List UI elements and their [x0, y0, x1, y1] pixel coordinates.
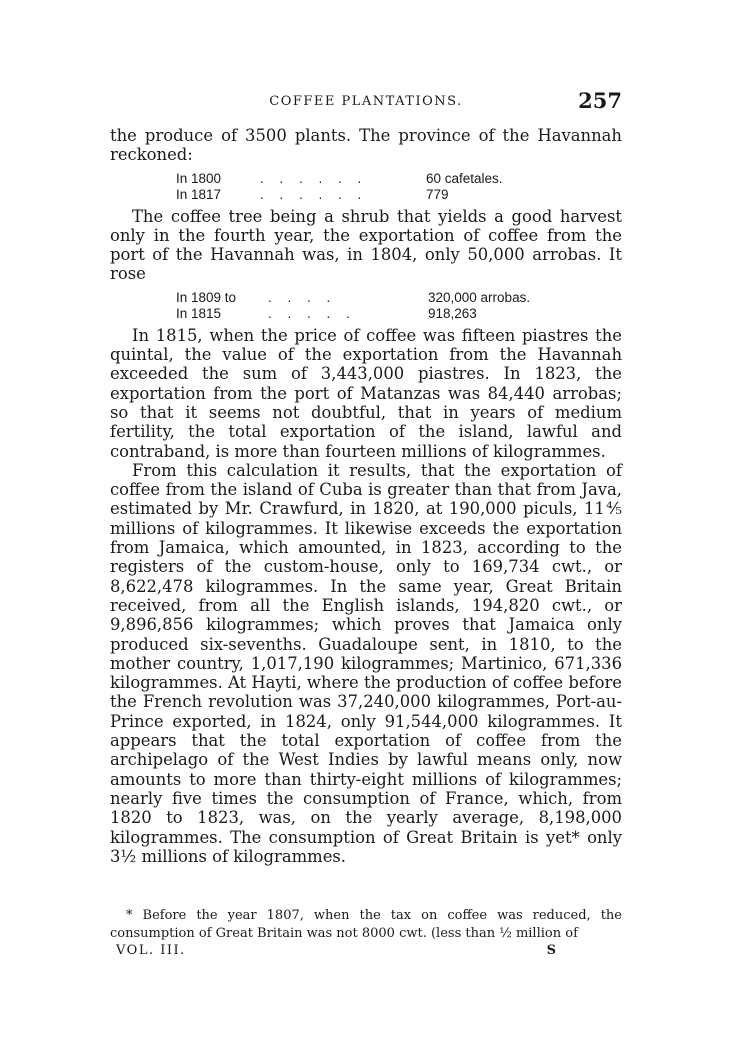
- row-value: 60 cafetales.: [426, 170, 503, 186]
- row-year: In 1817: [176, 186, 222, 202]
- page-header: [110, 88, 622, 116]
- row-year: In 1809 to: [176, 289, 237, 305]
- volume-label: VOL. III.: [116, 943, 186, 958]
- footnote: * Before the year 1807, when the tax on coffee was reduced, the consumption of Great Britain was not 8000 cwt. (less than ½ million of: [110, 908, 622, 941]
- row-year: In 1800: [176, 170, 222, 186]
- paragraph-calculation: From this calculation it results, that the exportation of coffee from the island of Cuba is greater than that from Java, estimated by Mr. Crawfurd, in 1820, at 190,000 piculs, 11⅘ millions of kilogrammes. It likewise exceeds the exportation from Jamaica, which amounted, in 1823, according to the registers of the custom-house, only to 169,734 cwt., or 8,622,478 kilogrammes. In the same year, Great Britain received, from all the English islands, 194,820 cwt., or 9,896,856 kilogrammes; which proves that Jamaica only produced six-sevenths. Guadaloupe sent, in 1810, to the mother country, 1,017,190 kilogrammes; Martinico, 671,336 kilogrammes. At Hayti, where the production of coffee before the French revolution was 37,240,000 kilogrammes, Port-au-Prince exported, in 1824, only 91,544,000 kilogrammes. It appears that the total exportation of coffee from the archipelago of the West Indies by lawful means only, now amounts to more than thirty-eight millions of kilogrammes; nearly five times the consumption of France, which, from 1820 to 1823, was, on the yearly average, 8,198,000 kilogrammes. The consumption of Great Britain is yet* only 3½ millions of kilogrammes.: [110, 460, 622, 866]
- paragraph-coffee-tree: The coffee tree being a shrub that yields a good harvest only in the fourth year, the exportation of coffee from the port of the Havannah was, in 1804, only 50,000 arrobas. It rose: [110, 206, 622, 284]
- leader-dots: . . . . . .: [260, 170, 368, 186]
- table-row: [176, 290, 622, 306]
- row-year: In 1815: [176, 305, 222, 321]
- cafetales-table: [176, 171, 622, 203]
- table-row: [176, 171, 622, 187]
- row-value: 779: [426, 186, 449, 202]
- page-footer: [116, 943, 556, 963]
- row-value: 918,263: [428, 305, 477, 321]
- table-row: [176, 187, 622, 203]
- leader-dots: . . . .: [268, 289, 337, 305]
- paragraph-1815-exportation: In 1815, when the price of coffee was fifteen piastres the quintal, the value of the exportation from the Havannah exceeded the sum of 3,443,000 piastres. In 1823, the exportation from the port of Matanzas was 84,440 arrobas; so that it seems not doubtful, that in years of medium fertility, the total exportation of the island, lawful and contraband, is more than fourteen millions of kilogrammes.: [110, 325, 622, 461]
- leader-dots: . . . . .: [268, 305, 356, 321]
- arrobas-table: [176, 290, 622, 322]
- row-value: 320,000 arrobas.: [428, 289, 531, 305]
- paragraph-havannah-reckoned: the produce of 3500 plants. The province of the Havannah reckoned:: [110, 126, 622, 165]
- table-row: [176, 306, 622, 322]
- page-number: 257: [578, 88, 622, 113]
- signature-mark: S: [546, 943, 556, 958]
- running-title: COFFEE PLANTATIONS.: [269, 94, 463, 109]
- body-text: [110, 126, 622, 866]
- leader-dots: . . . . . .: [260, 186, 368, 202]
